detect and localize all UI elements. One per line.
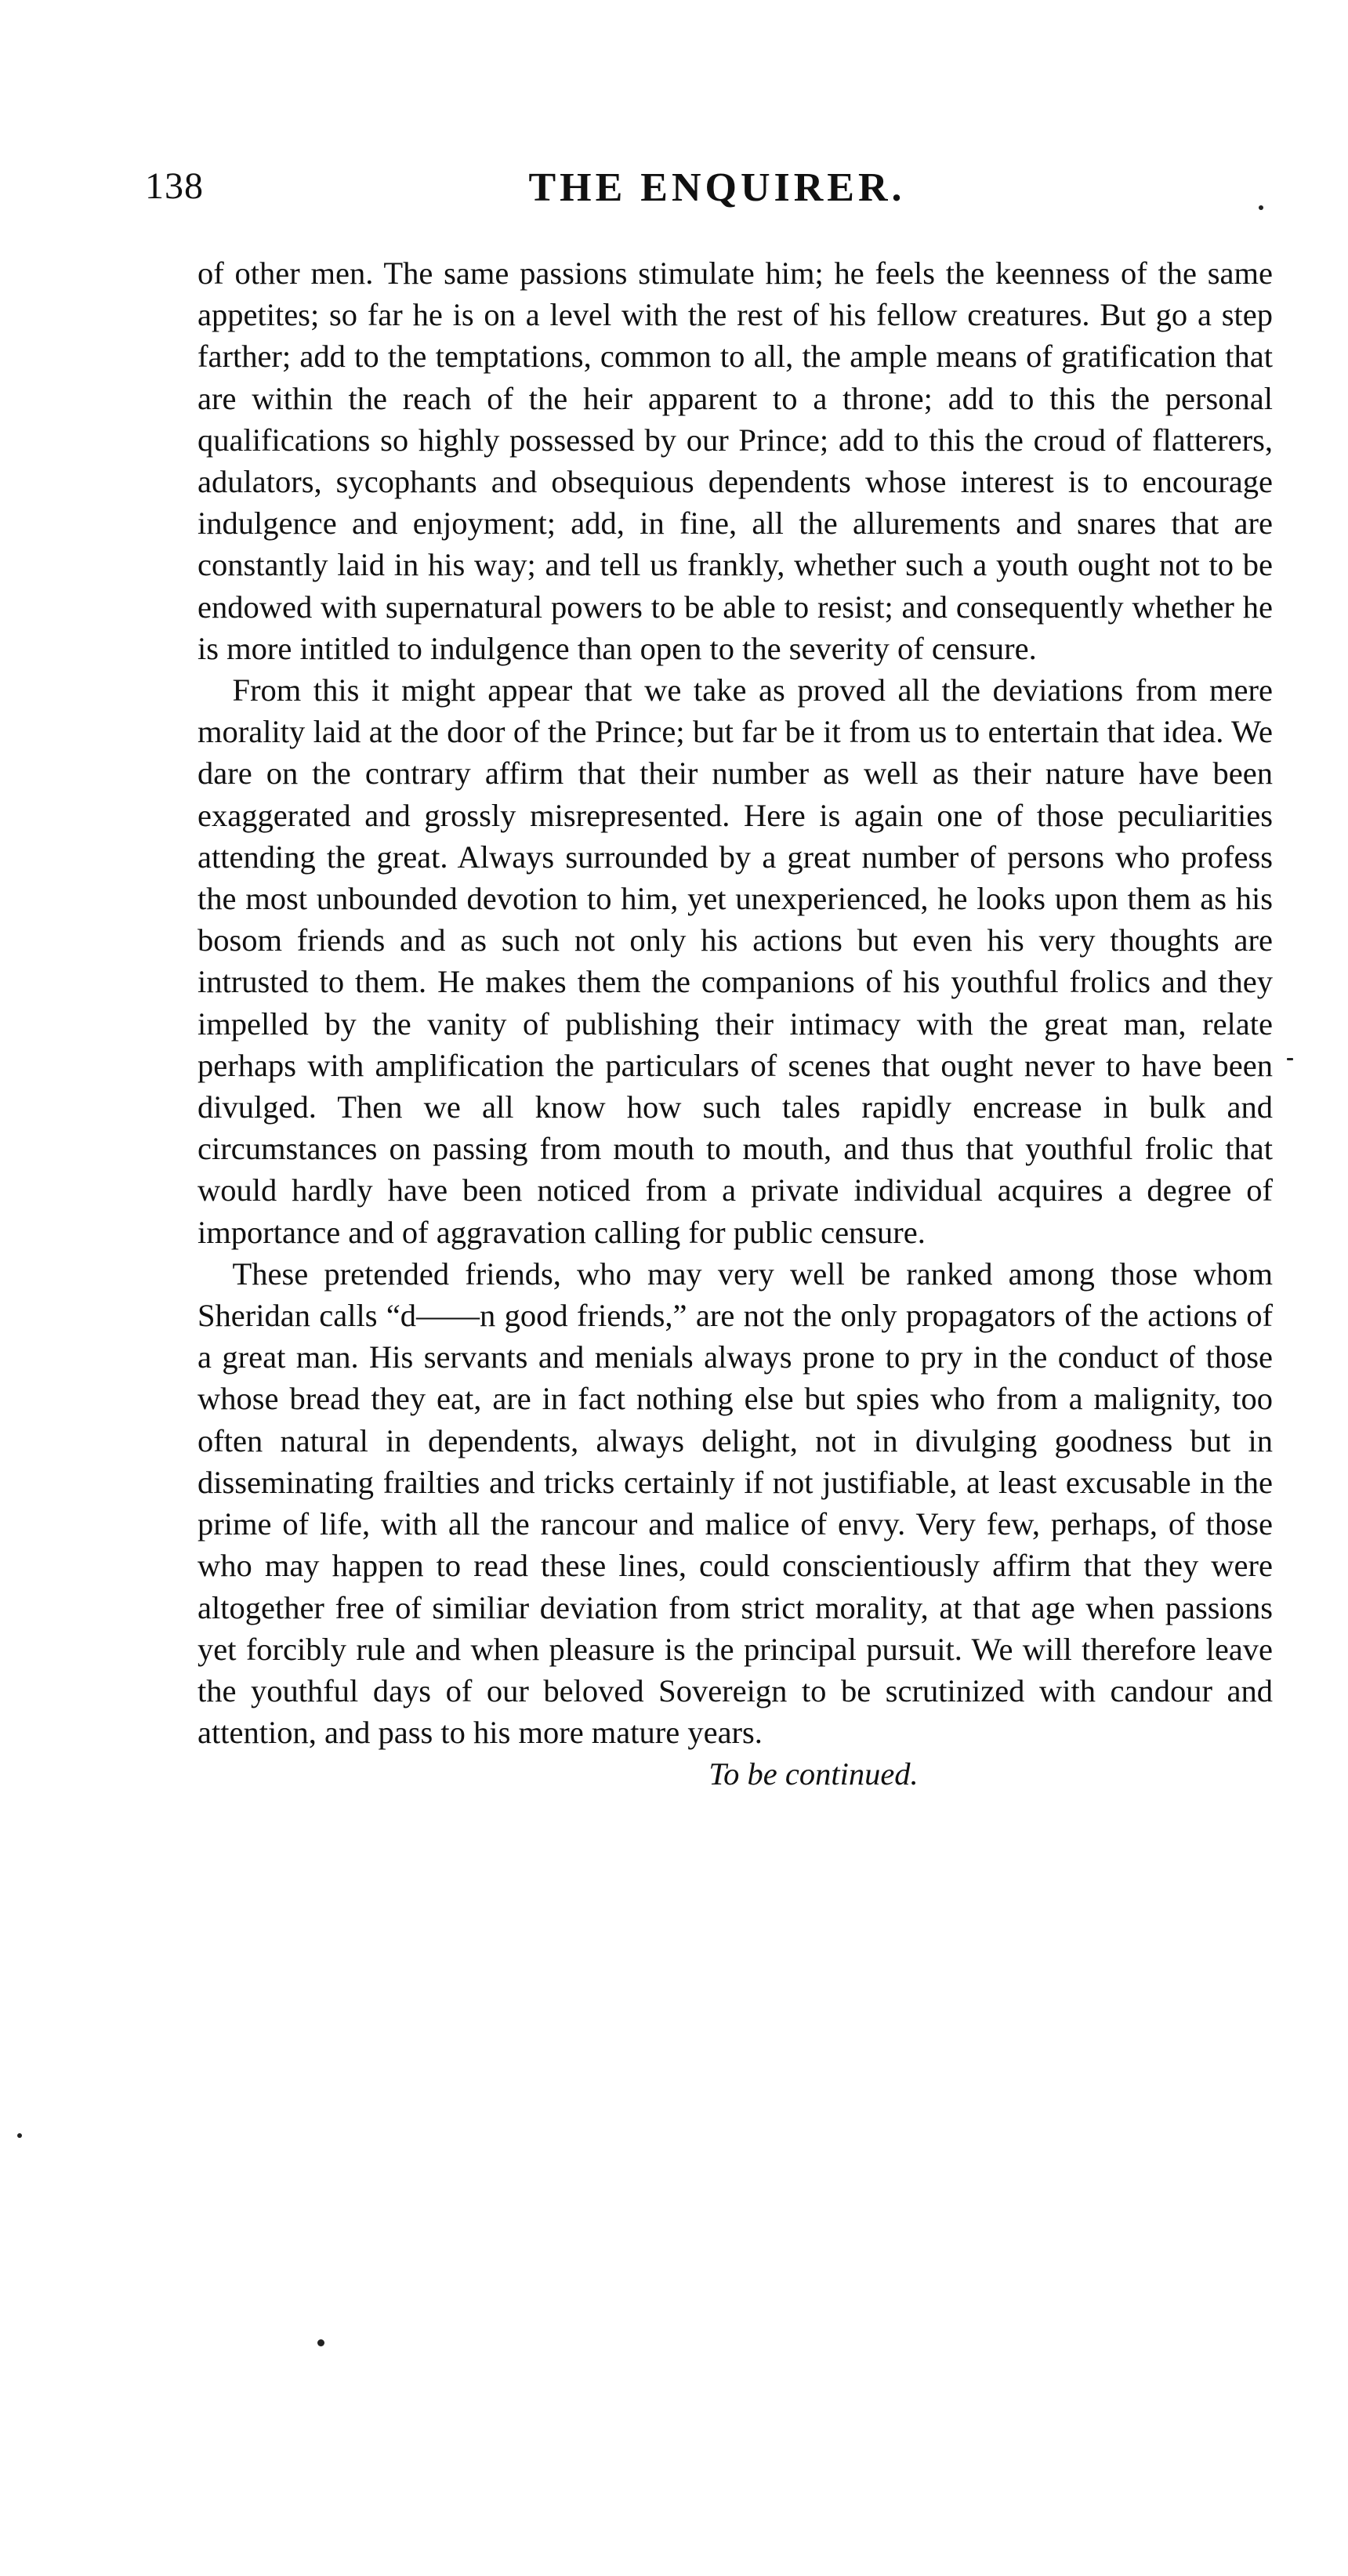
to-be-continued: To be continued.	[708, 1756, 919, 1792]
ink-speck	[17, 2133, 22, 2138]
paragraph-3: These pretended friends, who may very well be ranked among those whom Sheridan calls “d——n good friends,” are not the only propagators of the actions of a great man. His servants and menials always prone to pry in the conduct of those whose bread they eat, are in fact nothing else but spies who from a malignity, too often natural in dependents, always delight, not in divulging goodness but in disseminating frailties and tricks certainly if not justifiable, at least excusable in the prime of life, with all the rancour and malice of envy. Very few, perhaps, of those who may happen to read these lines, could conscientiously affirm that they were altogether free of similiar deviation from strict morality, at that age when passions yet forcibly rule and when pleasure is the principal pursuit. We will therefore leave the youthful days of our beloved Sovereign to be scrutinized with candour and attention, and pass to his more mature years.	[197, 1255, 1273, 1751]
article-body	[197, 252, 1273, 1795]
running-head: THE ENQUIRER.	[528, 165, 906, 210]
page-header	[145, 165, 1289, 219]
ink-speck	[1287, 1058, 1293, 1060]
paragraph-1: of other men. The same passions stimulate him; he feels the keenness of the same appetites; so far he is on a level with the rest of his fellow creatures. But go a step farther; add to the temptations, common to all, the ample means of gratification that are within the reach of the heir apparent to a throne; add to this the personal qualifications so highly possessed by our Prince; add to this the croud of flatterers, adulators, sycophants and obsequious dependents whose interest is to encourage indulgence and enjoyment; add, in fine, all the allurements and snares that are constantly laid in his way; and tell us frankly, whether such a youth ought not to be endowed with supernatural powers to be able to resist; and consequently whether he is more intitled to indulgence than open to the severity of censure.	[197, 255, 1273, 666]
page-number: 138	[145, 165, 204, 207]
ink-speck	[1259, 205, 1263, 210]
paragraph-2: From this it might appear that we take as proved all the deviations from mere morality laid at the door of the Prince; but far be it from us to entertain that idea. We dare on the contrary affirm that their number as well as their nature have been exaggerated and grossly misrepresented. Here is again one of those peculiarities attending the great. Always surrounded by a great number of persons who profess the most unbounded devotion to him, yet unexperienced, he looks upon them as his bosom friends and as such not only his actions but even his very thoughts are intrusted to them. He makes them the companions of his youthful frolics and they impelled by the vanity of publishing their intimacy with the great man, relate perhaps with amplification the particulars of scenes that ought never to have been divulged. Then we all know how such tales rapidly encrease in bulk and circumstances on passing from mouth to mouth, and thus that youthful frolic that would hardly have been noticed from a private individual acquires a degree of importance and of aggravation calling for public censure.	[197, 672, 1273, 1250]
ink-speck	[317, 2339, 324, 2346]
